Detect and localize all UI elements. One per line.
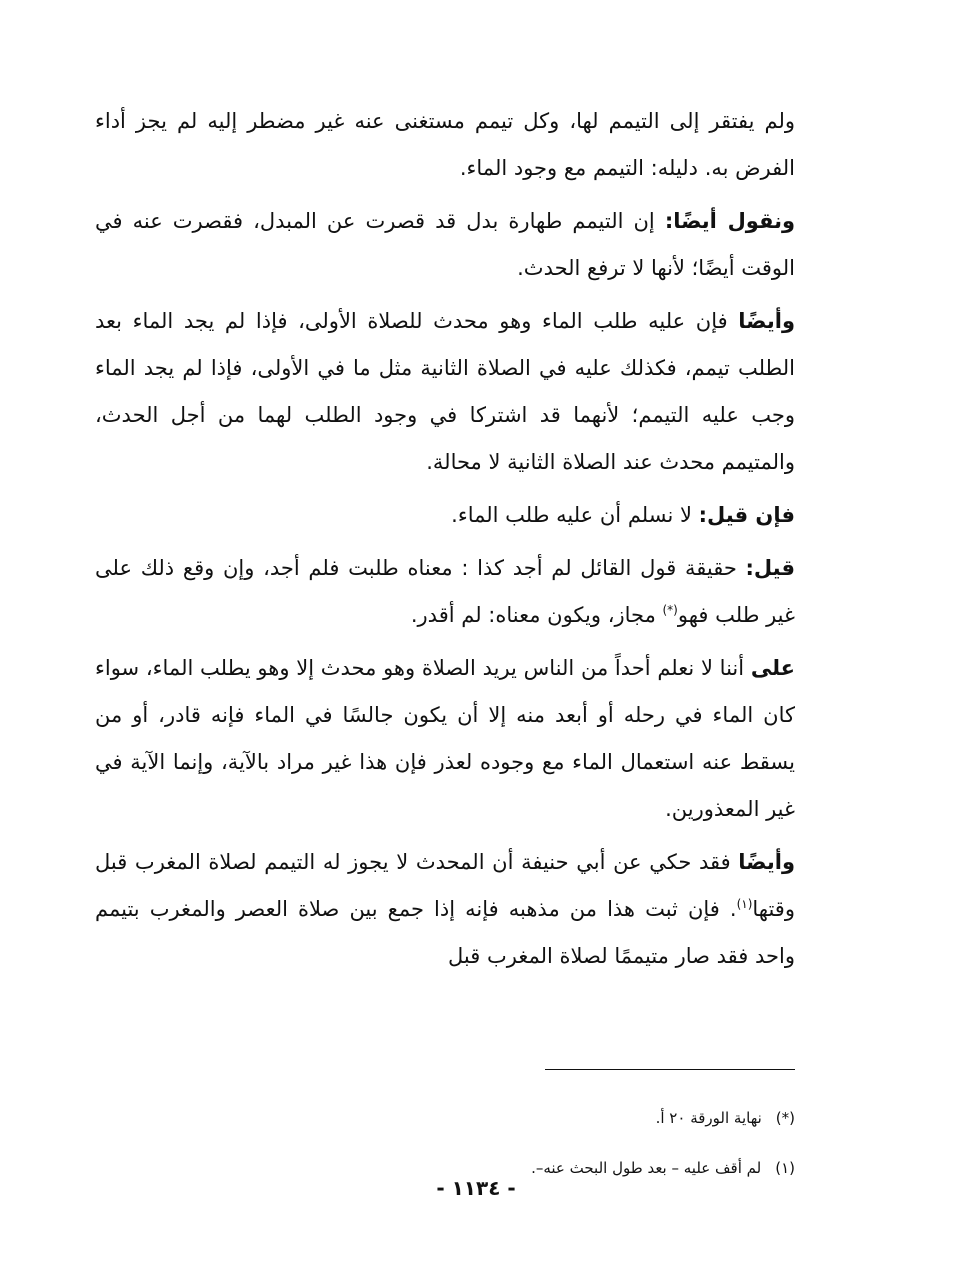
paragraph-3-lead: وأيضًا [738,309,795,333]
paragraph-2-text: إن التيمم طهارة بدل قد قصرت عن المبدل، فقصرت عنه في الوقت أيضًا؛ لأنها لا ترفع الحدث. [95,209,795,280]
paragraph-5 [95,545,795,639]
paragraph-6-text: أننا لا نعلم أحداً من الناس يريد الصلاة وهو محدث إلا وهو يطلب الماء، سواء كان الماء في رحله أو أبعد منه إلا أن يكون جالسًا في الماء فإنه قادر، أو من يسقط عنه استعمال الماء مع وجوده لعذر فإن هذا غير مراد بالآية، وإنما الآية في غير المعذورين. [95,656,795,821]
paragraph-3 [95,298,795,486]
paragraph-4 [95,492,795,539]
paragraph-1 [95,98,795,192]
paragraph-1-text: ولم يفتقر إلى التيمم لها، وكل تيمم مستغنى عنه غير مضطر إليه لم يجز أداء الفرض به. دليله: التيمم مع وجود الماء. [95,109,795,180]
main-text [95,98,795,986]
paragraph-5-lead: قيل: [745,556,795,580]
paragraph-6-lead: على [750,656,795,680]
footnote-1-text: لم أقف عليه – بعد طول البحث عنه–. [531,1159,762,1177]
footnote-1-mark: (١) [775,1159,795,1177]
page-number: - ١١٣٤ - [436,1176,516,1200]
footnote-star [95,1093,795,1143]
footnote-star-mark: (*) [775,1109,795,1127]
paragraph-7-lead: وأيضًا [738,850,795,874]
footnote-star-text: نهاية الورقة ٢٠ أ. [655,1109,762,1127]
paragraph-5-text-before: حقيقة قول القائل لم أجد كذا : معناه طلبت فلم أجد، وإن وقع ذلك على غير طلب فهو [95,556,795,627]
paragraph-5-text-after: مجاز، ويكون معناه: لم أقدر. [410,603,663,627]
paragraph-6 [95,645,795,833]
paragraph-4-text: لا نسلم أن عليه طلب الماء. [451,503,699,527]
paragraph-7-text-after: . فإن ثبت هذا من مذهبه فإنه إذا جمع بين صلاة العصر والمغرب بتيمم واحد فقد صار متيممًا لصلاة المغرب قبل [95,897,795,968]
footnote-separator [545,1069,795,1070]
paragraph-4-lead: فإن قيل: [698,503,795,527]
footnote-marker-1[interactable]: (١) [736,897,753,911]
paragraph-3-text: فإن عليه طلب الماء وهو محدث للصلاة الأولى، فإذا لم يجد الماء بعد الطلب تيمم، فكذلك عليه في الصلاة الثانية مثل ما في الأولى، فإذا لم يجد الماء وجب عليه التيمم؛ لأنهما قد اشتركا في وجود الطلب لهما من أجل الحدث، والمتيمم محدث عند الصلاة الثانية لا محالة. [95,309,795,474]
paragraph-2 [95,198,795,292]
paragraph-7 [95,839,795,980]
footnote-marker-star[interactable]: (*) [662,603,678,617]
paragraph-2-lead: ونقول أيضًا: [664,209,796,233]
paragraph-7-text-before: فقد حكي عن أبي حنيفة أن المحدث لا يجوز له التيمم لصلاة المغرب قبل وقتها [95,850,795,921]
